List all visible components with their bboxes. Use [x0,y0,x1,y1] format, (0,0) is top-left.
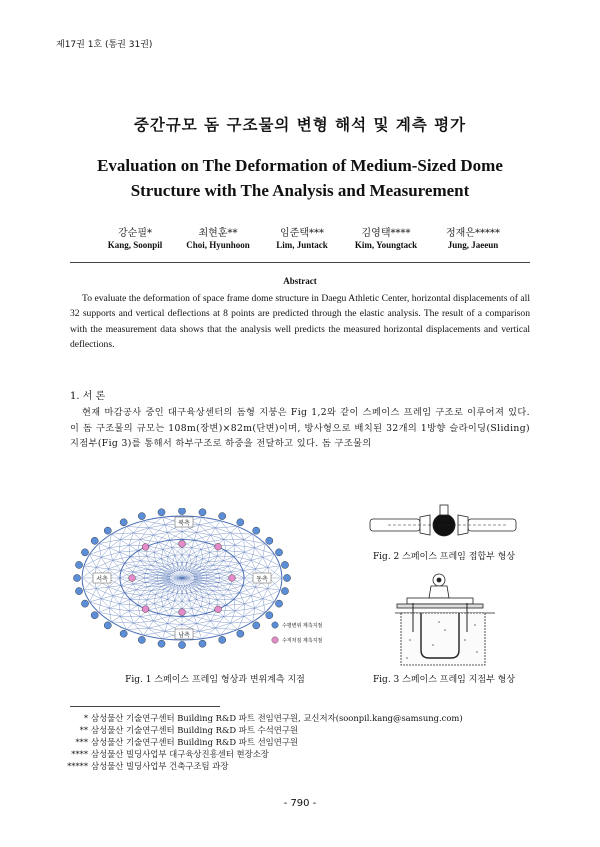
vertical-point-marker [215,606,222,613]
support-marker [281,587,288,594]
figure-3-caption: Fig. 3 스페이스 프레임 지점부 형상 [372,675,516,685]
legend-vertical-marker [272,637,278,643]
footnote-text: 삼성물산 빌딩사업부 건축구조팀 과장 [91,761,229,771]
author-name-en: Choi, Hyunhoon [186,240,250,250]
support-marker [178,641,185,648]
author-name-kr: 김영택**** [361,228,411,239]
author-name-kr: 최현훈** [198,228,238,239]
figure-1 [70,508,360,676]
support-marker [73,574,80,581]
support-marker [104,622,111,629]
support-marker [138,636,145,643]
author-name-en: Lim, Juntack [276,240,328,250]
footnote-mark: * [83,713,88,723]
abstract-heading: Abstract [283,276,317,286]
support-marker [75,587,82,594]
footnote-mark: ***** [67,761,88,771]
author-name-kr: 강순필* [118,228,152,239]
author-5 [423,224,523,250]
support-marker [283,574,290,581]
support-marker [120,630,127,637]
legend-horizontal-marker [272,622,278,628]
author-4 [336,224,436,250]
figure-1-caption: Fig. 1 스페이스 프레임 형상과 변위계측 지점 [125,675,305,685]
vertical-point-marker [129,575,136,582]
author-name-kr: 정재은***** [446,228,500,239]
title-english-line1: Evaluation on The Deformation of Medium-Sized Dome [97,156,503,175]
footnote-text: 삼성물산 기술연구센터 Building R&D 파트 전임연구원, 교신저자(soonpil.kang@samsung.com) [91,713,463,723]
label-south: 남측 [178,632,190,639]
dome-plan-diagram [70,508,360,676]
author-name-en: Jung, Jaeeun [447,240,499,250]
label-east: 동측 [256,576,268,583]
support-marker [158,509,165,516]
author-name-en: Kang, Soonpil [107,240,163,250]
vertical-point-marker [142,606,149,613]
joint-diagram [368,503,518,547]
footnote-5 [66,760,536,772]
vertical-point-marker [179,609,186,616]
support-marker [281,561,288,568]
support-marker [91,612,98,619]
vertical-point-marker [215,543,222,550]
support-marker [158,640,165,647]
support-marker [91,537,98,544]
support-marker [253,622,260,629]
author-name-kr: 임준택*** [280,228,324,239]
support-marker [178,508,185,515]
footnote-text: 삼성물산 빌딩사업부 대구육상진흥센터 현장소장 [91,749,269,759]
title-english-line2: Structure with The Analysis and Measurement [130,181,470,200]
footnote-1 [66,712,536,724]
support-marker [275,600,282,607]
vertical-point-marker [179,541,186,548]
section-heading: 1. 서 론 [70,391,106,402]
footnote-divider [70,706,220,707]
support-marker [266,537,273,544]
vertical-point-marker [229,575,236,582]
support-marker [237,519,244,526]
space-frame-mesh [82,516,282,640]
footnote-mark: *** [75,737,88,747]
support-marker [120,519,127,526]
abstract-text: To evaluate the deformation of space frame dome structure in Daegu Athletic Center, horizontal displacements of all 32 supports and vertical deflections at 8 points are predicted through the elastic analysis. The result of a comparison with the measurement data shows that the analysis well predicts the measured horizontal displacements and vertical deflections. [70,293,530,350]
support-marker [199,640,206,647]
support-marker [104,527,111,534]
support-marker [199,509,206,516]
support-marker [266,612,273,619]
footnote-4 [66,748,536,760]
page-number: - 790 - [283,798,317,809]
footnotes [66,712,536,772]
vertical-point-marker [142,544,149,551]
figure-2-caption: Fig. 2 스페이스 프레임 접합부 형상 [372,552,516,562]
title-english [0,153,600,203]
label-west: 서측 [96,576,108,583]
author-name-en: Kim, Youngtack [354,240,418,250]
journal-header: 제17권 1호 (통권 31권) [56,40,153,50]
footnote-3 [66,736,536,748]
support-marker [138,513,145,520]
support-marker [219,513,226,520]
support-marker [81,549,88,556]
support-marker [253,527,260,534]
support-marker [219,636,226,643]
footnote-mark: ** [79,725,88,735]
footnote-mark: **** [71,749,88,759]
introduction-paragraph: 현재 마감공사 중인 대구육상센터의 돔형 지붕은 Fig 1,2와 같이 스페이스 프레임 구조로 이루어져 있다. 이 돔 구조물의 규모는 108m(장변)×82m(단변)이며, 방사형으로 배치된 32개의 1방향 슬라이딩(Sliding) 지점부(Fig 3)를 통해서 하부구조로 하중을 전달하고 있다. 돔 구조물의 [70,407,530,449]
legend-horizontal-label: 수평변위 계측지점 [282,623,323,629]
support-marker [275,549,282,556]
label-north: 북측 [178,520,190,527]
figure-3 [395,570,495,668]
support-diagram [395,570,495,668]
support-marker [237,630,244,637]
figure-1-legend [272,622,323,644]
support-marker [81,600,88,607]
figure-2 [368,503,518,547]
title-korean: 중간규모 돔 구조물의 변형 해석 및 계측 평가 [133,115,467,134]
legend-vertical-label: 수직처짐 계측지점 [282,638,323,644]
support-marker [75,561,82,568]
footnote-text: 삼성물산 기술연구센터 Building R&D 파트 수석연구원 [91,725,299,735]
footnote-text: 삼성물산 기술연구센터 Building R&D 파트 선임연구원 [91,737,299,747]
footnote-2 [66,724,536,736]
author-divider [70,262,530,263]
